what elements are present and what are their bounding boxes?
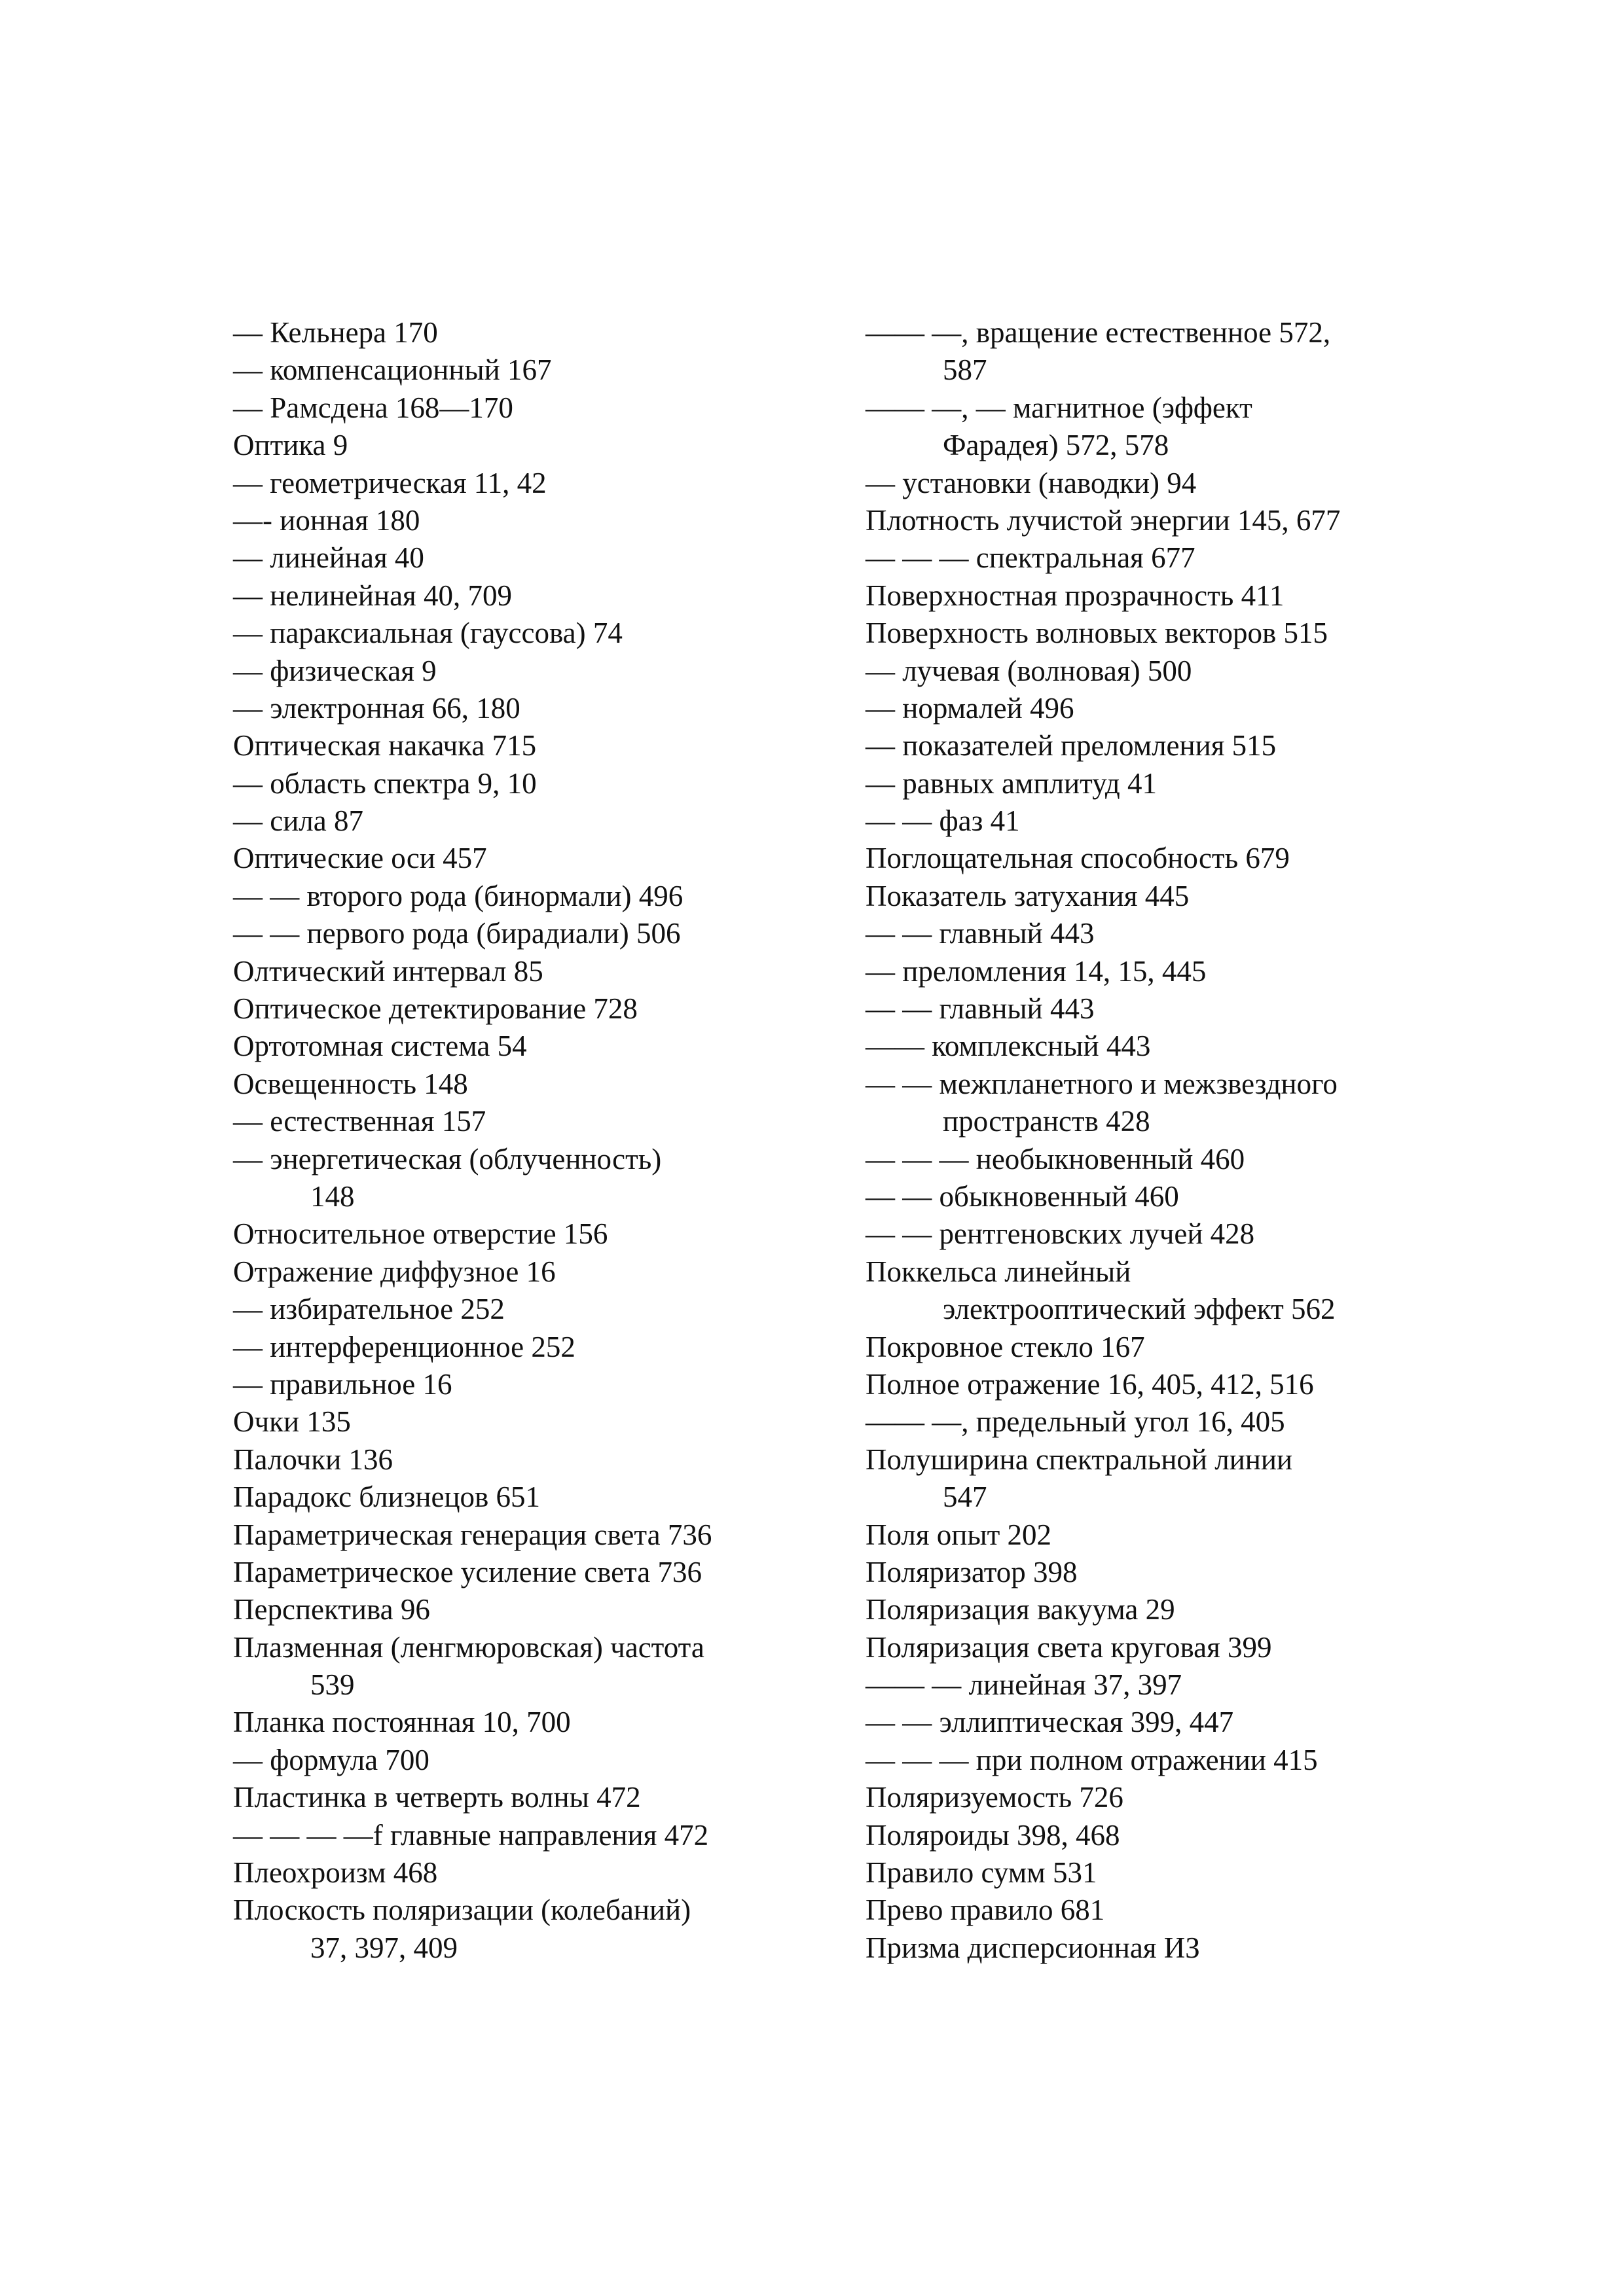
index-entry: — — — спектральная 677	[866, 541, 1195, 575]
index-entry-continuation: пространств 428	[943, 1105, 1150, 1138]
index-entry: Плоскость поляризации (колебаний)	[233, 1893, 691, 1927]
index-entry: —— —, вращение естественное 572,	[866, 316, 1331, 349]
index-entry: — — эллиптическая 399, 447	[866, 1706, 1234, 1739]
index-entry: Планка постоянная 10, 700	[233, 1706, 571, 1739]
index-entry-continuation: 148	[310, 1179, 355, 1213]
index-entry: Поля опыт 202	[866, 1518, 1052, 1551]
index-entry: — — главный 443	[866, 917, 1095, 950]
index-entry: — лучевая (волновая) 500	[866, 654, 1192, 687]
index-entry: Поглощательная способность 679	[866, 842, 1290, 875]
index-entry: —— —, предельный угол 16, 405	[866, 1405, 1285, 1439]
index-entry: — линейная 40	[233, 541, 424, 575]
index-entry: Показатель затухания 445	[866, 879, 1190, 912]
index-entry: Поляризация света круговая 399	[866, 1630, 1272, 1664]
index-entry: — Кельнера 170	[233, 316, 438, 349]
index-entry: Поляризация вакуума 29	[866, 1593, 1175, 1626]
index-entry: — геометрическая 11, 42	[233, 466, 547, 499]
index-entry: Параметрическая генерация света 736	[233, 1518, 712, 1551]
index-entry: — — межпланетного и межзвездного	[866, 1067, 1338, 1100]
index-entry: — избирательное 252	[233, 1293, 505, 1326]
index-entry: Очки 135	[233, 1405, 351, 1439]
index-entry: — физическая 9	[233, 654, 437, 687]
index-entry: — — обыкновенный 460	[866, 1179, 1179, 1213]
index-entry-continuation: 539	[310, 1668, 355, 1702]
index-entry: Параметрическое усиление света 736	[233, 1555, 702, 1588]
index-entry: Поверхность волновых векторов 515	[866, 617, 1328, 650]
index-entry: Полное отражение 16, 405, 412, 516	[866, 1367, 1314, 1401]
index-entry: Относительное отверстие 156	[233, 1217, 608, 1251]
index-entry: — показателей преломления 515	[866, 729, 1277, 762]
index-column-right	[866, 314, 1455, 1967]
index-entry: —— —, — магнитное (эффект	[866, 391, 1252, 424]
index-entry: Оптические оси 457	[233, 842, 487, 875]
index-entry: Оптическое детектирование 728	[233, 992, 638, 1026]
index-entry: Пластинка в четверть волны 472	[233, 1781, 641, 1814]
index-entry: —— — линейная 37, 397	[866, 1668, 1182, 1702]
index-entry: — — второго рода (бинормали) 496	[233, 879, 684, 912]
index-entry-continuation: 37, 397, 409	[310, 1931, 458, 1964]
index-entry-continuation: электрооптический эффект 562	[943, 1293, 1336, 1326]
index-entry: Поккельса линейный	[866, 1255, 1131, 1288]
index-entry: — равных амплитуд 41	[866, 766, 1157, 800]
index-entry: Олтический интервал 85	[233, 954, 543, 988]
index-entry: — установки (наводки) 94	[866, 466, 1197, 499]
index-entry-continuation: 547	[943, 1480, 987, 1514]
index-entry: Прево правило 681	[866, 1893, 1105, 1927]
index-entry: — преломления 14, 15, 445	[866, 954, 1207, 988]
index-entry: — правильное 16	[233, 1367, 452, 1401]
index-entry: Плазменная (ленгмюровская) частота	[233, 1630, 704, 1664]
index-entry: Плотность лучистой энергии 145, 677	[866, 503, 1341, 537]
index-entry: — нормалей 496	[866, 691, 1074, 725]
index-entry: — Рамсдена 168—170	[233, 391, 513, 424]
index-entry: Покровное стекло 167	[866, 1330, 1145, 1363]
index-entry: Оптическая накачка 715	[233, 729, 537, 762]
index-entry: Плеохроизм 468	[233, 1856, 438, 1890]
index-entry: Перспектива 96	[233, 1593, 430, 1626]
index-entry: —- ионная 180	[233, 503, 420, 537]
index-entry: Правило сумм 531	[866, 1856, 1097, 1890]
index-entry: Поляризатор 398	[866, 1555, 1078, 1588]
index-entry: Оптика 9	[233, 429, 348, 462]
index-entry: Освещенность 148	[233, 1067, 468, 1100]
index-entry: Поляризуемость 726	[866, 1781, 1123, 1814]
index-entry: — — первого рода (бирадиали) 506	[233, 917, 681, 950]
index-entry: — — — при полном отражении 415	[866, 1743, 1318, 1776]
index-entry: Полуширина спектральной линии	[866, 1443, 1293, 1476]
index-entry: — естественная 157	[233, 1105, 486, 1138]
index-entry: — параксиальная (гауссова) 74	[233, 617, 623, 650]
index-entry: — формула 700	[233, 1743, 429, 1776]
index-entry: — электронная 66, 180	[233, 691, 520, 725]
index-entry: Отражение диффузное 16	[233, 1255, 556, 1288]
index-entry: — — фаз 41	[866, 804, 1020, 838]
index-entry: — сила 87	[233, 804, 363, 838]
index-entry: Парадокс близнецов 651	[233, 1480, 541, 1514]
index-entry: Ортотомная система 54	[233, 1030, 527, 1063]
index-entry: Поляроиды 398, 468	[866, 1818, 1120, 1852]
index-column-left	[233, 314, 822, 1967]
index-entry: —— комплексный 443	[866, 1030, 1151, 1063]
index-entry: — — — —f главные направления 472	[233, 1818, 709, 1852]
index-entry: Палочки 136	[233, 1443, 393, 1476]
index-entry: — энергетическая (облученность)	[233, 1142, 662, 1175]
index-entry: — — рентгеновских лучей 428	[866, 1217, 1255, 1251]
index-entry: — — — необыкновенный 460	[866, 1142, 1245, 1175]
index-entry-continuation: 587	[943, 353, 987, 387]
index-entry: — нелинейная 40, 709	[233, 579, 512, 612]
index-entry: — интерференционное 252	[233, 1330, 575, 1363]
index-entry: — компенсационный 167	[233, 353, 552, 387]
index-entry: Поверхностная прозрачность 411	[866, 579, 1285, 612]
index-entry: Призма дисперсионная ИЗ	[866, 1931, 1200, 1964]
index-entry-continuation: Фарадея) 572, 578	[943, 429, 1169, 462]
index-entry: — — главный 443	[866, 992, 1095, 1026]
index-entry: — область спектра 9, 10	[233, 766, 537, 800]
